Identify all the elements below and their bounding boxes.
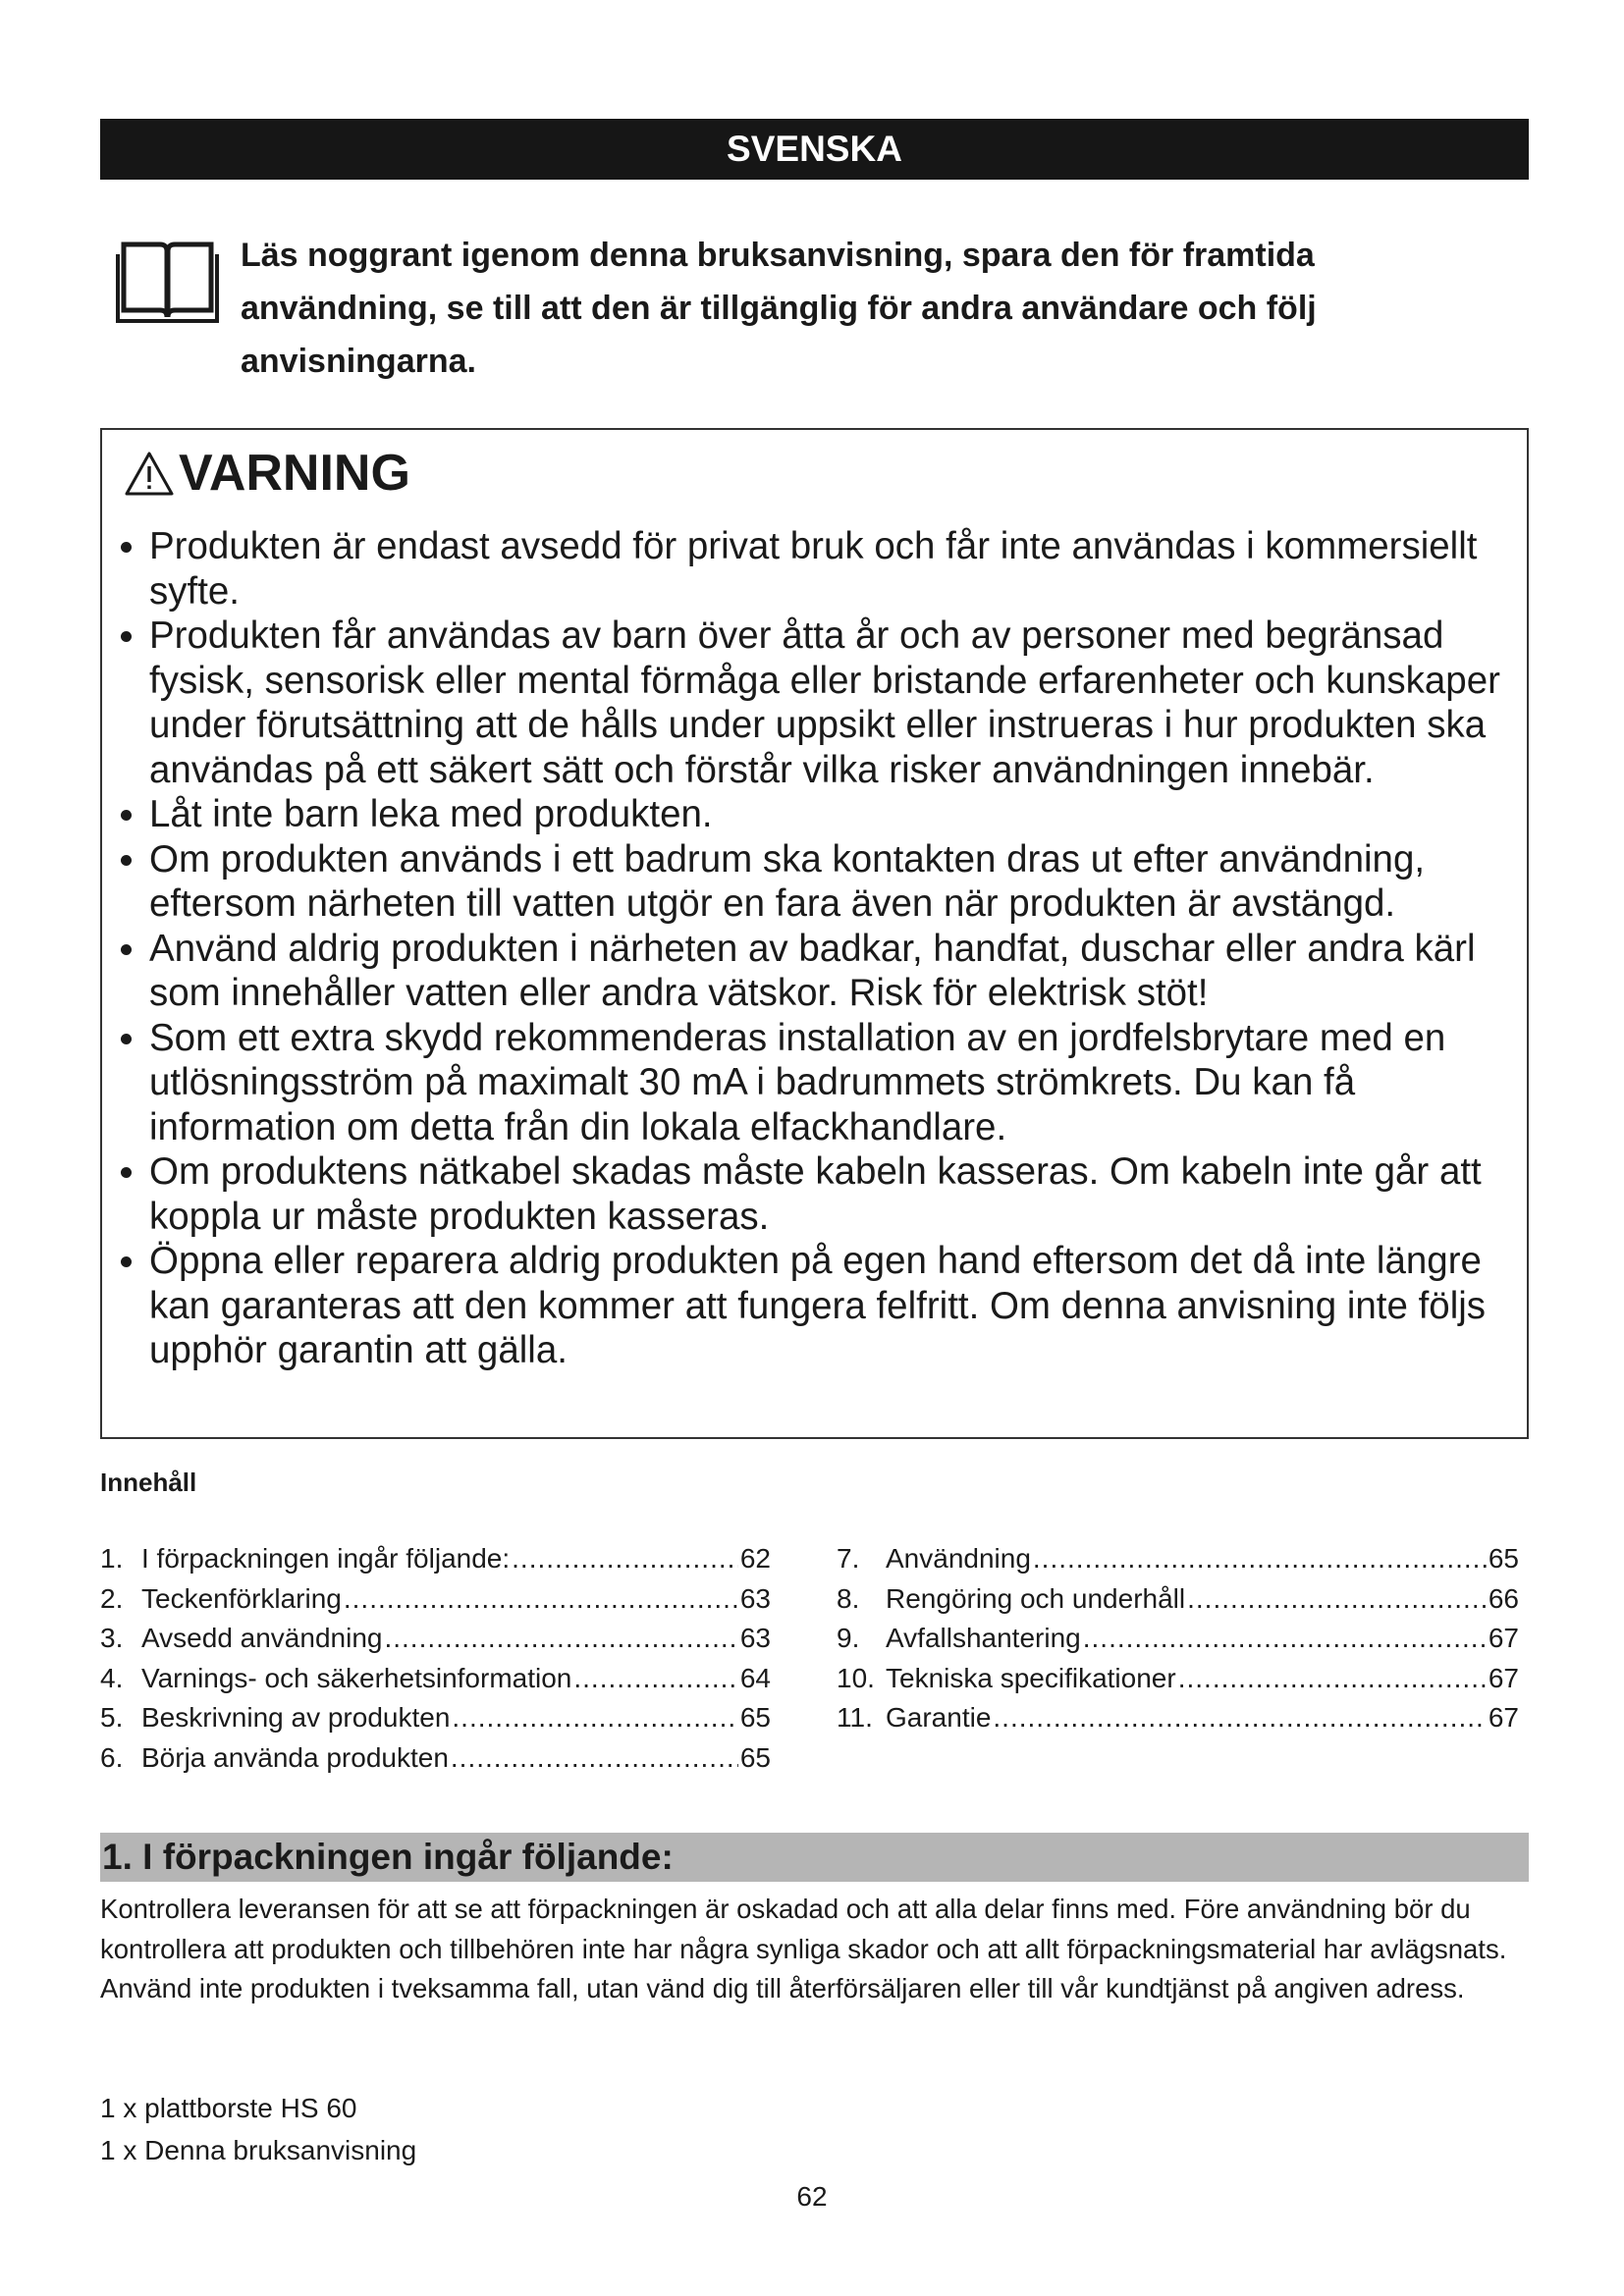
toc-entry[interactable] bbox=[100, 1579, 771, 1620]
toc-entry-page: 65 bbox=[1488, 1543, 1519, 1574]
warning-item: Produkten är endast avsedd för privat bruk och får inte användas i kommersiellt syfte. bbox=[102, 524, 1527, 614]
toc-entry-label: I förpackningen ingår följande: bbox=[141, 1543, 511, 1574]
toc-entry-label: Avfallshantering bbox=[886, 1623, 1081, 1653]
warning-triangle-icon bbox=[124, 450, 175, 497]
toc-entry[interactable] bbox=[100, 1698, 771, 1738]
toc-title: Innehåll bbox=[100, 1468, 197, 1497]
package-contents-item: 1 x Denna bruksanvisning bbox=[100, 2135, 417, 2165]
warning-item: Som ett extra skydd rekommenderas installation av en jordfelsbrytare med en utlösningsström på maximalt 30 mA i badrummets strömkrets. Du kan få information om detta från din lokala elfackhandlare. bbox=[102, 1016, 1527, 1150]
warning-title-text: VARNING bbox=[179, 445, 410, 502]
toc-entry-number: 2. bbox=[100, 1582, 124, 1614]
toc-entry-label: Avsedd användning bbox=[141, 1623, 383, 1653]
toc-entry-label: Användning bbox=[886, 1543, 1031, 1574]
warning-title bbox=[124, 444, 410, 503]
warning-item: Låt inte barn leka med produkten. bbox=[102, 792, 1527, 837]
package-contents-item: 1 x plattborste HS 60 bbox=[100, 2093, 357, 2123]
toc-entry-number: 5. bbox=[100, 1702, 124, 1733]
toc-entry[interactable] bbox=[100, 1539, 771, 1579]
toc-entry-number: 7. bbox=[837, 1543, 860, 1574]
toc-dot-leader bbox=[452, 1698, 737, 1738]
toc-dot-leader bbox=[573, 1659, 737, 1699]
toc-dot-leader bbox=[384, 1619, 737, 1659]
toc-entry-page: 67 bbox=[1488, 1623, 1519, 1653]
toc-entry[interactable] bbox=[100, 1619, 771, 1659]
toc-dot-leader bbox=[512, 1539, 738, 1579]
toc-entry-page: 66 bbox=[1488, 1582, 1519, 1614]
toc-entry-page: 65 bbox=[739, 1702, 771, 1733]
language-header: SVENSKA bbox=[100, 119, 1529, 180]
toc-entry-label: Tekniska specifikationer bbox=[886, 1662, 1176, 1693]
toc-entry-label: Garantie bbox=[886, 1702, 992, 1733]
toc-entry-number: 10. bbox=[837, 1662, 875, 1693]
warning-item: Om produktens nätkabel skadas måste kabeln kasseras. Om kabeln inte går att koppla ur måste produkten kasseras. bbox=[102, 1149, 1527, 1239]
warning-list bbox=[102, 524, 1527, 1373]
toc-left-column bbox=[100, 1539, 771, 1778]
toc-entry-label: Varnings- och säkerhetsinformation bbox=[141, 1662, 572, 1693]
toc-entry-number: 4. bbox=[100, 1662, 124, 1693]
warning-box bbox=[100, 428, 1529, 1439]
toc-entry-label: Rengöring och underhåll bbox=[886, 1582, 1186, 1614]
warning-item: Använd aldrig produkten i närheten av badkar, handfat, duschar eller andra kärl som innehåller vatten eller andra vätskor. Risk för elektrisk stöt! bbox=[102, 927, 1527, 1016]
toc-entry-page: 67 bbox=[1488, 1702, 1519, 1733]
toc-entry-page: 65 bbox=[739, 1741, 771, 1773]
toc-entry-page: 62 bbox=[739, 1543, 771, 1574]
warning-item: Öppna eller reparera aldrig produkten på egen hand eftersom det då inte längre kan garanteras att den kommer att fungera felfritt. Om denna anvisning inte följs upphör garantin att gälla. bbox=[102, 1239, 1527, 1373]
toc-dot-leader bbox=[451, 1738, 738, 1779]
toc-entry[interactable] bbox=[100, 1659, 771, 1699]
toc-dot-leader bbox=[344, 1579, 738, 1620]
toc-entry-label: Teckenförklaring bbox=[141, 1582, 342, 1614]
toc-dot-leader bbox=[1083, 1619, 1487, 1659]
intro-text: Läs noggrant igenom denna bruksanvisning, spara den för framtida användning, se till att den är tillgänglig för andra användare och följ anvisningarna. bbox=[241, 237, 1317, 380]
toc-entry[interactable] bbox=[837, 1539, 1519, 1579]
toc-entry-number: 3. bbox=[100, 1623, 124, 1653]
toc-entry[interactable] bbox=[837, 1579, 1519, 1620]
toc-entry-number: 11. bbox=[837, 1702, 873, 1733]
toc-entry-number: 8. bbox=[837, 1582, 860, 1614]
toc-entry[interactable] bbox=[837, 1619, 1519, 1659]
toc-entry-number: 1. bbox=[100, 1543, 124, 1574]
toc-entry[interactable] bbox=[837, 1659, 1519, 1699]
toc-entry[interactable] bbox=[837, 1698, 1519, 1738]
toc-dot-leader bbox=[1187, 1579, 1487, 1620]
toc-entry-page: 64 bbox=[739, 1662, 771, 1693]
toc-entry-number: 6. bbox=[100, 1741, 124, 1773]
toc-dot-leader bbox=[993, 1698, 1486, 1738]
toc-right-column bbox=[837, 1539, 1519, 1738]
toc-entry-page: 67 bbox=[1488, 1662, 1519, 1693]
intro-notice bbox=[100, 229, 1529, 396]
toc-entry-label: Beskrivning av produkten bbox=[141, 1702, 451, 1733]
toc-entry-page: 63 bbox=[739, 1623, 771, 1653]
warning-item: Produkten får användas av barn över åtta år och av personer med begränsad fysisk, sensorisk eller mental förmåga eller bristande erfarenheter och kunskaper under förutsättning att de hålls under uppsikt eller instrueras i hur produkten ska användas på ett säkert sätt och förstår vilka risker användningen innebär. bbox=[102, 614, 1527, 792]
page-number: 62 bbox=[796, 2181, 828, 2212]
toc-entry-label: Börja använda produkten bbox=[141, 1741, 449, 1773]
section-heading: 1. I förpackningen ingår följande: bbox=[100, 1833, 1529, 1882]
section-paragraph: Kontrollera leveransen för att se att förpackningen är oskadad och att alla delar finns med. Före användning bör du kontrollera att produkten och tillbehören inte har några synliga skador och att allt förpackningsmaterial har avlägsnats. Använd inte produkten i tveksamma fall, utan vänd dig till återförsäljaren eller till vår kundtjänst på angiven adress. bbox=[100, 1894, 1507, 2003]
warning-item: Om produkten används i ett badrum ska kontakten dras ut efter användning, eftersom närheten till vatten utgör en fara även när produkten är avstängd. bbox=[102, 837, 1527, 927]
toc-entry[interactable] bbox=[100, 1738, 771, 1779]
toc-dot-leader bbox=[1178, 1659, 1487, 1699]
toc-entry-page: 63 bbox=[739, 1582, 771, 1614]
open-book-icon bbox=[116, 237, 219, 325]
toc-dot-leader bbox=[1033, 1539, 1487, 1579]
package-contents-list bbox=[100, 2087, 416, 2171]
toc-entry-number: 9. bbox=[837, 1623, 860, 1653]
